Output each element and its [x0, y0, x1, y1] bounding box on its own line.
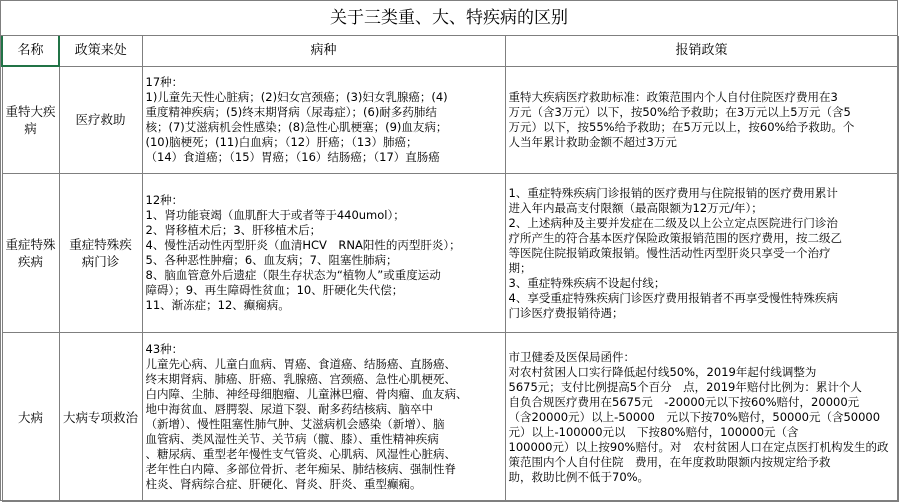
header-policy-cell[interactable]: 报销政策 [505, 36, 898, 66]
cell-text-line: 儿童先心病、儿童白血病、胃癌、食道癌、结肠癌、直肠癌、 [145, 357, 456, 371]
cell-text-line: 大病专项救治 [62, 409, 138, 425]
header-row [2, 36, 898, 66]
cell-text-line: 市卫健委及医保局函件： [508, 349, 635, 364]
cell-text-line: 终末期肾病、肺癌、肝癌、乳腺癌、宫颈癌、急性心肌梗死、 [145, 372, 456, 386]
policy-cell[interactable] [505, 333, 898, 502]
cell-text-line: 老年性白内障、多部位骨折、老年痴呆、肺结核病、强制性脊 [145, 462, 456, 476]
disease-cell[interactable] [142, 333, 505, 502]
cell-text-line: 100000元）以上按90%赔付。对 农村贫困人口在定点医打机构发生的政 [508, 439, 889, 454]
disease-cell[interactable] [142, 174, 505, 333]
cell-text-line: 4、慢性活动性丙型肝炎（血清HCV RNA阳性的丙型肝炎）； [145, 238, 461, 252]
table-title: 关于三类重、大、特疾病的区别 [1, 1, 897, 36]
header-source-cell[interactable]: 政策来处 [59, 36, 142, 66]
source-cell[interactable] [59, 174, 142, 333]
cell-text-line: 5、各种恶性肿瘤；6、血友病；7、阻塞性肺病； [145, 253, 398, 267]
cell-text-line: 大病 [17, 409, 43, 425]
cell-text-line: （14）食道癌；（15）胃癌；（16）结肠癌；（17）直肠癌 [145, 149, 440, 164]
header-disease-cell[interactable]: 病种 [142, 36, 505, 66]
disease-comparison-table [1, 36, 899, 502]
table-row [2, 66, 898, 174]
cell-text-line: 17种： [145, 74, 184, 89]
cell-text-line: 等医院住院报销政策报销。慢性活动性丙型肝炎只享受一个治疗 [508, 245, 831, 260]
cell-text-line: 血管病、类风湿性关节、关节病（髋、膝）、重性精神疾病 [145, 432, 439, 446]
source-cell[interactable] [59, 333, 142, 502]
header-name-cell[interactable]: 名称 [2, 36, 59, 66]
cell-text-line: 4、享受重症特殊疾病门诊医疗费用报销者不再享受慢性特殊疾病 [508, 290, 838, 305]
cell-text-line: 、糖尿病、重型老年慢性支气管炎、心肌病、风湿性心脏病、 [145, 447, 456, 461]
cell-text-line: 万元（含3万元）以下，按50%给予救助；在3万元以上5万元（含5 [508, 104, 851, 119]
cell-text-line: 障碍）；9、再生障碍性贫血；10、肝硬化失代偿； [145, 283, 404, 297]
cell-text-line: 重特大疾 [5, 104, 56, 119]
cell-text-line: 1、肾功能衰竭（血肌酐大于或者等于440umol）； [145, 208, 405, 222]
cell-text-line: 5675元；支付比例提高5个百分 点，2019年赔付比例为：累计个人 [508, 379, 862, 394]
cell-text-line: 11、渐冻症；12、癫痫病。 [145, 298, 290, 312]
cell-text-line: 对农村贫困人口实行降低起付线50%，2019年起付线调整为 [508, 364, 817, 379]
cell-text-line: 病 [24, 121, 37, 136]
name-cell[interactable] [2, 66, 59, 174]
cell-text-line: 重症特殊疾 [69, 237, 132, 252]
cell-text-line: 8、脑血管意外后遗症（限生存状态为“植物人”或重度运动 [145, 268, 441, 282]
cell-text-line: 43种： [145, 342, 184, 356]
cell-text-line: 12种： [145, 193, 184, 207]
cell-text-line: 门诊医疗费报销待遇； [508, 305, 624, 320]
source-cell[interactable] [59, 66, 142, 174]
cell-text-line: 2、肾移植术后；3、肝移植术后； [145, 223, 322, 237]
name-cell[interactable] [2, 174, 59, 333]
cell-text-line: 病门诊 [81, 254, 120, 269]
cell-text-line: 白内障、尘肺、神经母细胞瘤、儿童淋巴瘤、骨肉瘤、血友病、 [145, 387, 468, 401]
policy-cell[interactable] [505, 174, 898, 333]
table-row [2, 333, 898, 502]
cell-text-line: 地中海贫血、唇腭裂、尿道下裂、耐多药结核病、脑卒中 [145, 402, 433, 416]
cell-text-line: 元）以上-100000元以 下按80%赔付，100000元（含 [508, 424, 799, 439]
table-row [2, 174, 898, 333]
cell-text-line: 万元）以下，按55%给予救助；在5万元以上，按60%给予救助。个 [508, 119, 855, 134]
cell-text-line: 人当年累计救助金额不超过3万元 [508, 134, 677, 149]
cell-text-line: 3、重症特殊疾病不设起付线； [508, 275, 666, 290]
cell-text-line: 进入年内最高支付限额（最高限额为12万元/年）； [508, 200, 763, 215]
cell-text-line: 核；(7)艾滋病机会性感染；(8)急性心肌梗塞；(9)血友病； [145, 119, 448, 134]
cell-text-line: （新增）、慢性阻塞性肺气肿、艾滋病机会感染（新增）、脑 [145, 417, 445, 431]
cell-text-line: 策范围内个人自付住院 费用，在年度救助限额内按规定给予救 [508, 454, 831, 469]
cell-text-line: 医疗救助 [75, 112, 126, 128]
cell-text-line: 柱炎、肾病综合症、肝硬化、肾炎、肝炎、重型癫痫。 [145, 477, 422, 491]
cell-text-line: 期； [508, 260, 532, 275]
cell-text-line: （含20000元）以上-50000 元以下按70%赔付，50000元（含50000 [508, 409, 881, 424]
cell-text-line: 疾病 [17, 254, 43, 269]
disease-cell[interactable] [142, 66, 505, 174]
cell-text-line: 1、重症特殊疾病门诊报销的医疗费用与住院报销的医疗费用累计 [508, 185, 838, 200]
cell-text-line: 重度精神疾病；(5)终末期肾病（尿毒症）；(6)耐多药肺结 [145, 104, 437, 119]
cell-text-line: 2、上述病种及主要并发症在二级及以上公立定点医院进行门诊治 [508, 215, 838, 230]
cell-text-line: 重症特殊 [5, 237, 56, 252]
cell-text-line: 自负合规医疗费用在5675元 -20000元以下按60%赔付，20000元 [508, 394, 860, 409]
policy-cell[interactable] [505, 66, 898, 174]
cell-text-line: (10)脑梗死；(11)白血病；（12）肝癌；（13）肺癌； [145, 134, 418, 149]
cell-text-line: 助，救助比例不低于70%。 [508, 469, 650, 484]
cell-text-line: 1)儿童先天性心脏病；(2)妇女宫颈癌；(3)妇女乳腺癌；(4) [145, 89, 448, 104]
cell-text-line: 疗所产生的符合基本医疗保险政策报销范围的医疗费用，按二级乙 [508, 230, 842, 245]
name-cell[interactable] [2, 333, 59, 502]
cell-text-line: 重特大疾病医疗救助标准：政策范围内个人自付住院医疗费用在3 [508, 89, 838, 104]
